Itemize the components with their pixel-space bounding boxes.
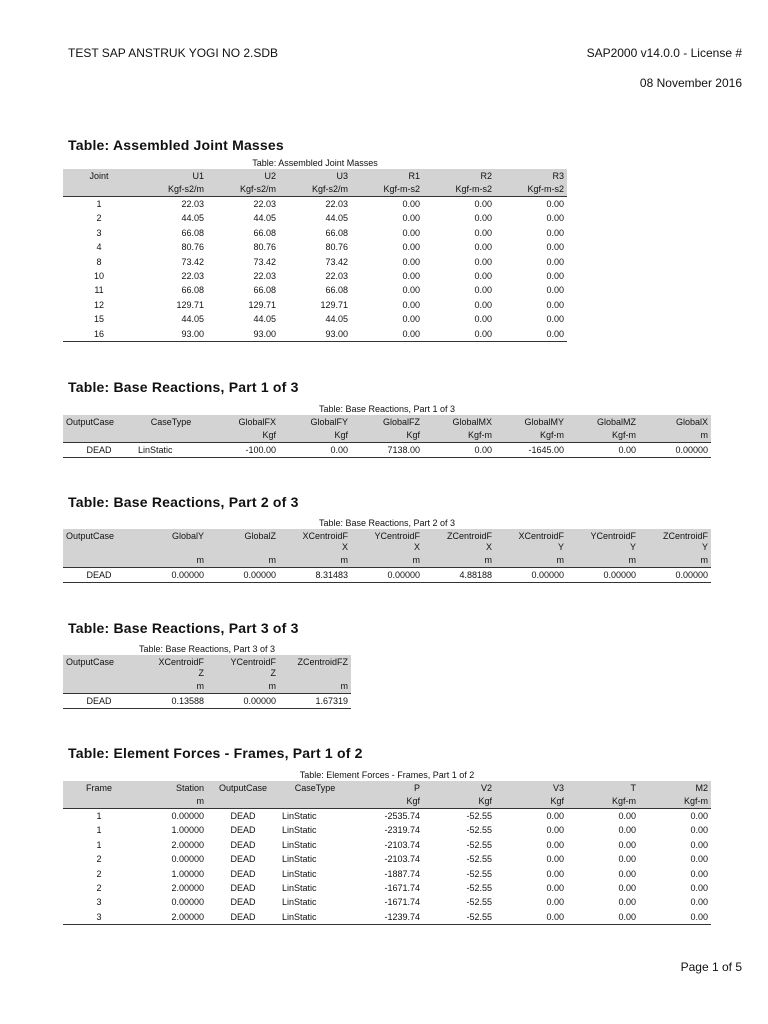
unit-label (207, 795, 279, 809)
table-cell: 0.00000 (207, 568, 279, 583)
table-cell: 0.00 (567, 910, 639, 925)
table-cell: 0.00 (474, 227, 492, 238)
data-table (63, 529, 711, 583)
units-row (63, 183, 567, 197)
column-header: U1 (135, 169, 207, 183)
table-cell: -52.55 (466, 811, 492, 821)
table-cell: -52.55 (466, 839, 492, 850)
table-cell: 93.00 (279, 327, 351, 342)
table-cell: 80.76 (181, 242, 204, 253)
table-cell: 2.00000 (171, 839, 204, 850)
unit-label (63, 183, 135, 197)
table-cell: 22.03 (253, 199, 276, 209)
table-cell: 44.05 (325, 213, 348, 224)
table-cell: 0.00 (618, 883, 636, 894)
table-cell: 0.00 (402, 242, 420, 253)
table-cell: 0.00 (402, 299, 420, 310)
unit-label: Kgf-s2/m (279, 183, 351, 197)
table-cell: -52.55 (466, 854, 492, 865)
unit-label: Kgf-m-s2 (423, 183, 495, 197)
header-row (63, 415, 711, 429)
column-header: GlobalFY (279, 415, 351, 429)
column-header: CaseType (279, 781, 351, 795)
unit-label: m (207, 554, 279, 568)
table-cell: 1 (96, 199, 102, 209)
table-cell: 73.42 (325, 256, 348, 267)
table-cell: 129.71 (320, 299, 348, 310)
table-cell: 0.00 (474, 271, 492, 282)
table-row (63, 568, 711, 583)
table-cell: -1887.74 (384, 868, 420, 879)
header-row (63, 529, 711, 554)
column-header: ZCentroidF Y (639, 529, 711, 554)
table-cell: 129.71 (176, 299, 204, 310)
unit-label: Kgf-m (567, 429, 639, 443)
table-cell: 0.00 (474, 256, 492, 267)
table-cell: 129.71 (248, 299, 276, 310)
table-cell: LinStatic (282, 839, 317, 850)
table-cell: 0.00 (351, 327, 423, 342)
table-cell: 0.00 (402, 227, 420, 238)
table-row (63, 240, 567, 254)
table-cell: 0.00 (423, 327, 495, 342)
table-cell: DEAD (63, 443, 135, 458)
column-header: YCentroidF X (351, 529, 423, 554)
table-cell: DEAD (63, 694, 135, 709)
table-cell: DEAD (230, 811, 256, 821)
table-cell: 0.00 (567, 443, 639, 458)
table-cell: 44.05 (253, 314, 276, 325)
table-cell: 7138.00 (351, 443, 423, 458)
unit-label: Kgf-m-s2 (495, 183, 567, 197)
column-header: OutputCase (63, 655, 135, 680)
table-cell: 93.00 (135, 327, 207, 342)
table-cell: 0.00 (546, 897, 564, 908)
table-cell: 66.08 (253, 227, 276, 238)
table-cell: 0.00 (546, 227, 564, 238)
table-cell: 2 (96, 868, 102, 879)
table-cell: 0.00 (546, 811, 564, 821)
unit-label (63, 795, 135, 809)
section-title: Table: Base Reactions, Part 1 of 3 (68, 379, 299, 395)
table-caption: Table: Base Reactions, Part 1 of 3 (318, 404, 456, 414)
table-cell: DEAD (207, 910, 279, 925)
table-cell: 73.42 (253, 256, 276, 267)
table-cell: 0.00000 (351, 568, 423, 583)
column-header: XCentroidF X (279, 529, 351, 554)
table-cell: 0.00 (279, 443, 351, 458)
column-header: GlobalZ (207, 529, 279, 554)
table-cell: 0.00000 (639, 568, 711, 583)
table-cell: 0.00 (546, 213, 564, 224)
units-row (63, 554, 711, 568)
table-cell: 0.00 (474, 213, 492, 224)
table-row (63, 283, 567, 297)
table-cell: -2103.74 (384, 854, 420, 865)
unit-label: Kgf (279, 429, 351, 443)
column-header: U3 (279, 169, 351, 183)
table-cell: 12 (93, 299, 104, 310)
table-caption: Table: Assembled Joint Masses (252, 158, 378, 168)
table-cell: 1.00000 (171, 868, 204, 879)
table-cell: DEAD (230, 854, 256, 865)
unit-label: m (351, 554, 423, 568)
column-header: YCentroidF Z (207, 655, 279, 680)
table-cell: LinStatic (282, 825, 317, 836)
table-cell: 66.08 (325, 227, 348, 238)
table-cell: LinStatic (282, 868, 317, 879)
unit-label: m (639, 554, 711, 568)
table-cell: 0.00 (474, 299, 492, 310)
column-header: V3 (495, 781, 567, 795)
table-row (63, 312, 567, 326)
section-title: Table: Assembled Joint Masses (68, 137, 284, 153)
table-cell: 22.03 (181, 199, 204, 209)
header-row (63, 655, 351, 680)
table-row (63, 910, 711, 925)
header-row (63, 781, 711, 795)
column-header: GlobalFX (207, 415, 279, 429)
table-cell: 3 (63, 910, 135, 925)
table-cell: 0.00000 (495, 568, 567, 583)
table-assembled-joint-masses (63, 157, 567, 342)
column-header: XCentroidF Y (495, 529, 567, 554)
column-header: GlobalX (639, 415, 711, 429)
table-cell: 2 (96, 854, 102, 865)
table-cell: 0.00 (690, 825, 708, 836)
table-cell: 0.00 (618, 854, 636, 865)
table-cell: 0.00 (402, 199, 420, 209)
column-header: Station (135, 781, 207, 795)
unit-label: Kgf-m (639, 795, 711, 809)
column-header: CaseType (135, 415, 207, 429)
table-cell: 2 (96, 213, 102, 224)
unit-label (63, 554, 135, 568)
table-cell: 16 (63, 327, 135, 342)
column-header: ZCentroidFZ (279, 655, 351, 680)
table-cell: 0.00 (402, 285, 420, 296)
section-title: Table: Base Reactions, Part 2 of 3 (68, 494, 299, 510)
table-cell: 66.08 (181, 227, 204, 238)
table-cell: 0.00 (618, 868, 636, 879)
unit-label: Kgf-m (567, 795, 639, 809)
unit-label: Kgf (495, 795, 567, 809)
unit-label: m (423, 554, 495, 568)
table-cell: 3 (96, 897, 102, 908)
unit-label: m (279, 554, 351, 568)
table-cell: 0.00 (546, 299, 564, 310)
table-cell: LinStatic (282, 854, 317, 865)
table-cell: 0.00 (474, 285, 492, 296)
unit-label: m (495, 554, 567, 568)
table-cell: LinStatic (282, 883, 317, 894)
header-row (63, 169, 567, 183)
unit-label (135, 429, 207, 443)
table-cell: -52.55 (466, 868, 492, 879)
table-cell: 0.00 (546, 256, 564, 267)
report-file-name: TEST SAP ANSTRUK YOGI NO 2.SDB (68, 46, 279, 60)
table-cell: 10 (93, 271, 104, 282)
table-cell: -1671.74 (384, 897, 420, 908)
table-cell: -2319.74 (384, 825, 420, 836)
table-cell: 0.00 (495, 910, 567, 925)
units-row (63, 429, 711, 443)
table-cell: 44.05 (325, 314, 348, 325)
table-row (63, 327, 567, 342)
unit-label (279, 795, 351, 809)
table-cell: 66.08 (325, 285, 348, 296)
table-cell: 0.00 (639, 910, 711, 925)
table-cell: 0.00000 (135, 568, 207, 583)
table-caption: Table: Base Reactions, Part 2 of 3 (318, 518, 456, 528)
table-row (63, 255, 567, 269)
table-caption: Table: Base Reactions, Part 3 of 3 (138, 644, 276, 654)
table-cell: -2535.74 (384, 811, 420, 821)
table-cell: 1 (96, 825, 102, 836)
table-cell: 0.00 (474, 242, 492, 253)
table-cell: 0.00 (546, 314, 564, 325)
table-cell: 44.05 (181, 314, 204, 325)
report-date: 08 November 2016 (639, 76, 742, 90)
page-number: Page 1 of 5 (680, 960, 742, 974)
unit-label: Kgf (423, 795, 495, 809)
column-header: GlobalY (135, 529, 207, 554)
table-cell: 0.00 (690, 839, 708, 850)
table-cell: 0.00000 (171, 897, 204, 908)
unit-label: Kgf (351, 429, 423, 443)
table-row (63, 852, 711, 866)
unit-label: m (135, 795, 207, 809)
unit-label: m (567, 554, 639, 568)
table-cell: 0.00 (474, 314, 492, 325)
table-cell: 0.00 (402, 256, 420, 267)
column-header: R2 (423, 169, 495, 183)
table-cell: DEAD (230, 883, 256, 894)
table-cell: 0.00 (618, 839, 636, 850)
column-header: ZCentroidF X (423, 529, 495, 554)
table-cell: 44.05 (181, 213, 204, 224)
table-cell: 0.00 (546, 839, 564, 850)
table-row (63, 298, 567, 312)
table-cell: DEAD (230, 868, 256, 879)
table-cell: 0.00000 (639, 443, 711, 458)
unit-label: Kgf-s2/m (135, 183, 207, 197)
table-cell: DEAD (230, 897, 256, 908)
table-cell: DEAD (230, 839, 256, 850)
table-base-reactions-part-2 (63, 517, 711, 583)
table-row (63, 867, 711, 881)
data-table (63, 655, 351, 709)
table-row (63, 197, 567, 212)
table-cell: 0.00 (474, 199, 492, 209)
table-cell: 44.05 (253, 213, 276, 224)
table-cell: 22.03 (253, 271, 276, 282)
unit-label: m (639, 429, 711, 443)
table-cell: -1239.74 (351, 910, 423, 925)
unit-label: Kgf-m (423, 429, 495, 443)
unit-label: m (279, 680, 351, 694)
table-cell: 0.00 (690, 897, 708, 908)
table-row (63, 838, 711, 852)
table-cell: 2 (96, 883, 102, 894)
table-cell: 0.00 (402, 213, 420, 224)
table-cell: 0.13588 (135, 694, 207, 709)
column-header: Joint (63, 169, 135, 183)
units-row (63, 680, 351, 694)
table-cell: 15 (93, 314, 104, 325)
unit-label: Kgf (207, 429, 279, 443)
table-cell: 0.00 (546, 285, 564, 296)
table-cell: LinStatic (282, 897, 317, 908)
unit-label: m (135, 554, 207, 568)
table-row (63, 211, 567, 225)
unit-label: Kgf-m-s2 (351, 183, 423, 197)
table-cell: 0.00000 (171, 854, 204, 865)
table-cell: -52.55 (466, 897, 492, 908)
table-cell: 0.00 (546, 854, 564, 865)
table-row (63, 443, 711, 458)
table-cell: 66.08 (253, 285, 276, 296)
table-cell: 0.00 (690, 811, 708, 821)
table-row (63, 694, 351, 709)
table-row (63, 895, 711, 909)
table-cell: 0.00 (690, 868, 708, 879)
table-row (63, 269, 567, 283)
table-cell: DEAD (230, 825, 256, 836)
table-cell: 4 (96, 242, 102, 253)
table-cell: 0.00000 (567, 568, 639, 583)
table-cell: -1671.74 (384, 883, 420, 894)
table-cell: 22.03 (325, 199, 348, 209)
table-base-reactions-part-1 (63, 403, 711, 458)
units-row (63, 795, 711, 809)
data-table (63, 781, 711, 925)
column-header: GlobalMX (423, 415, 495, 429)
column-header: U2 (207, 169, 279, 183)
table-base-reactions-part-3 (63, 643, 351, 709)
table-cell: 4.88188 (423, 568, 495, 583)
column-header: YCentroidF Y (567, 529, 639, 554)
column-header: OutputCase (63, 529, 135, 554)
table-cell: 8.31483 (279, 568, 351, 583)
section-title: Table: Element Forces - Frames, Part 1 of 2 (68, 745, 363, 761)
table-cell: 22.03 (181, 271, 204, 282)
table-cell: LinStatic (282, 811, 317, 821)
table-cell: LinStatic (135, 443, 207, 458)
table-cell: 0.00 (618, 825, 636, 836)
column-header: R1 (351, 169, 423, 183)
column-header: M2 (639, 781, 711, 795)
column-header: GlobalMZ (567, 415, 639, 429)
table-cell: 0.00 (402, 314, 420, 325)
table-cell: -2103.74 (384, 839, 420, 850)
program-version: SAP2000 v14.0.0 - License # (586, 46, 742, 60)
table-cell: 1.67319 (279, 694, 351, 709)
table-cell: 0.00 (546, 242, 564, 253)
table-cell: -52.55 (466, 883, 492, 894)
column-header: R3 (495, 169, 567, 183)
table-cell: 0.00 (690, 883, 708, 894)
table-cell: 2.00000 (171, 883, 204, 894)
table-cell: -1645.00 (495, 443, 567, 458)
table-cell: 80.76 (253, 242, 276, 253)
table-cell: 1.00000 (171, 825, 204, 836)
unit-label: Kgf-m (495, 429, 567, 443)
table-cell: DEAD (63, 568, 135, 583)
table-cell: 66.08 (181, 285, 204, 296)
table-row (63, 809, 711, 824)
table-cell: 0.00 (618, 897, 636, 908)
column-header: P (351, 781, 423, 795)
table-caption: Table: Element Forces - Frames, Part 1 of 2 (299, 770, 475, 780)
column-header: GlobalFZ (351, 415, 423, 429)
table-cell: 11 (94, 285, 104, 296)
table-cell: 0.00 (690, 854, 708, 865)
table-cell: 0.00 (546, 271, 564, 282)
table-cell: 3 (96, 227, 102, 238)
table-cell: 93.00 (207, 327, 279, 342)
table-row (63, 881, 711, 895)
table-cell: 0.00000 (207, 694, 279, 709)
table-cell: -100.00 (207, 443, 279, 458)
table-row (63, 226, 567, 240)
table-cell: 0.00 (618, 811, 636, 821)
unit-label: m (207, 680, 279, 694)
table-cell: -52.55 (466, 825, 492, 836)
table-cell: 0.00 (423, 443, 495, 458)
table-cell: 0.00 (546, 868, 564, 879)
table-cell: 1 (96, 839, 102, 850)
table-cell: 1 (96, 811, 102, 821)
unit-label (63, 429, 135, 443)
table-cell: 0.00000 (171, 811, 204, 821)
column-header: T (567, 781, 639, 795)
section-title: Table: Base Reactions, Part 3 of 3 (68, 620, 299, 636)
table-cell: 8 (96, 256, 102, 267)
table-cell: 80.76 (325, 242, 348, 253)
table-cell: 73.42 (181, 256, 204, 267)
table-cell: 0.00 (546, 825, 564, 836)
table-cell: 22.03 (325, 271, 348, 282)
column-header: OutputCase (207, 781, 279, 795)
column-header: OutputCase (63, 415, 135, 429)
column-header: GlobalMY (495, 415, 567, 429)
data-table (63, 415, 711, 458)
unit-label: Kgf (351, 795, 423, 809)
unit-label: m (135, 680, 207, 694)
table-cell: 0.00 (402, 271, 420, 282)
unit-label (63, 680, 135, 694)
table-cell: 2.00000 (135, 910, 207, 925)
table-cell: 0.00 (546, 199, 564, 209)
column-header: V2 (423, 781, 495, 795)
column-header: XCentroidF Z (135, 655, 207, 680)
table-row (63, 823, 711, 837)
table-cell: 0.00 (546, 883, 564, 894)
unit-label: Kgf-s2/m (207, 183, 279, 197)
table-cell: LinStatic (279, 910, 351, 925)
column-header: Frame (63, 781, 135, 795)
data-table (63, 169, 567, 342)
table-cell: -52.55 (423, 910, 495, 925)
table-cell: 0.00 (495, 327, 567, 342)
table-element-forces-frames-part-1 (63, 769, 711, 925)
